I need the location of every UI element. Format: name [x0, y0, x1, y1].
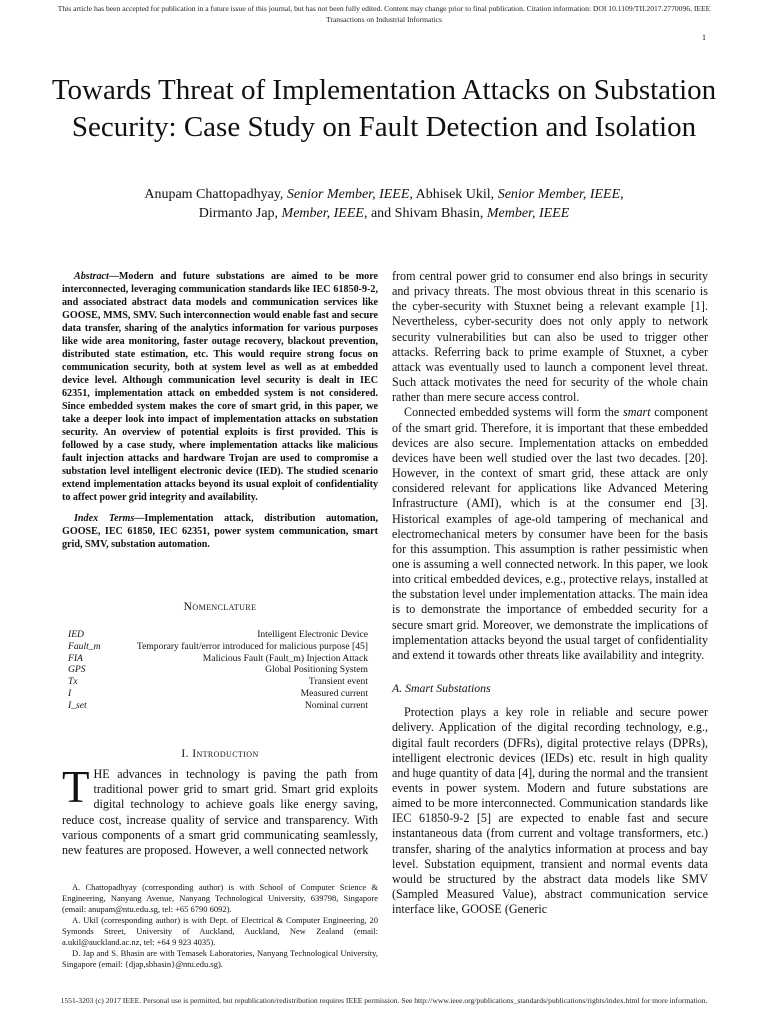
drop-cap: T — [62, 762, 90, 812]
nomenclature-row — [68, 688, 368, 700]
nomenclature-row — [68, 664, 368, 676]
nomenclature-definition: Malicious Fault (Fault_m) Injection Attack — [202, 652, 368, 664]
nomenclature-symbol: FIA — [68, 652, 83, 664]
subsection-heading: A. Smart Substations — [392, 681, 491, 696]
nomenclature-row — [68, 629, 368, 641]
author-2-role: Senior Member, IEEE — [497, 187, 621, 202]
footnote: A. Chattopadhyay (corresponding author) is with School of Computer Science & Engineering, Nanyang Avenue, Nanyang Technological University, 639798, Singapore (email: anupam@ntu.edu.sg, tel: +65 6790 6092). — [62, 882, 378, 914]
introduction-heading: I. Introduction — [181, 747, 259, 760]
copyright-footer: 1551-3203 (c) 2017 IEEE. Personal use is permitted, but republication/redistribution requires IEEE permission. See http://www.ieee.org/publications_standards/publications/rights/index.html for more information. — [60, 996, 708, 1005]
nomenclature-definition: Transient event — [308, 676, 368, 688]
body-paragraph-2 — [392, 405, 708, 663]
abstract-text: —Modern and future substations are aimed to be more interconnected, leveraging communication standards like IEC 61850-9-2, and associated abstract data models and communication services like GOOSE, MMS, SMV. Such interconnection would enable fast and secure data transfer, sharing of the analytics information for various purposes like wide area monitoring, faster outage recovery, blackout prevention, distributed state estimation, etc. This would require strong focus on communication security, both at system level as well as at embedded device level. Although communication level security is dealt in IEC 62351, implementation attack on embedded system is not considered. Since embedded system makes the core of smart grid, in this paper, we take a deeper look into impact of implementation attacks on substation security. An overview of potential exploits is first provided. This is followed by a case study, where implementation attacks like malicious fault injection attacks and hardware Trojan are used to compromise a substation level intelligent electronic device (IED). The studied scenario extend implementation attacks beyond its usual exploit of confidentiality to affect power grid integrity and availability. — [62, 271, 378, 503]
nomenclature-heading-wrap — [62, 600, 378, 613]
left-column-top — [62, 270, 378, 551]
nomenclature-symbol: Tx — [68, 676, 78, 688]
index-terms-label: Index Terms — [74, 513, 135, 524]
author-3: Dirmanto Jap, — [198, 206, 279, 221]
author-list: Anupam Chattopadhyay, Senior Member, IEEE, Abhisek Ukil, Senior Member, IEEE, Dirmanto Jap, Member, IEEE, and Shivam Bhasin, Member, IEEE — [144, 187, 624, 221]
introduction-heading-wrap — [62, 747, 378, 760]
accepted-banner — [0, 3, 768, 25]
index-terms — [62, 512, 378, 551]
page-number: 1 — [702, 33, 706, 42]
body-paragraph-2-rest: component of the smart grid. Therefore, it is important that these embedded devices are also secure. Implementation attacks on embedded devices have been well studied over the last two decades. [20]. However, in the context of smart grid, these attack are only considered relevant for applications like Advanced Metering Infrastructure (AMI), which is at the consumer end [3]. Historical examples of age-old tampering of mechanical and electromechanical meters by consumer have been for the basis for this assumption. This assumption is rather pessimistic when one is assuming a well connected network. In this paper, we look into critical embedded devices, e.g., protective relays, installed at the substation level under implementation attacks. The main idea is to demonstrate the importance of embedded security for a secure smart grid. Moreover, we demonstrate the implications of implementation attacks beyond the usual target of confidentiality and extend it towards other threats like availability and integrity. — [392, 405, 708, 662]
nomenclature-row — [68, 641, 368, 653]
nomenclature-symbol: I — [68, 687, 72, 699]
nomenclature-definition: Global Positioning System — [265, 664, 368, 676]
nomenclature-row — [68, 653, 368, 665]
index-terms-text: —Implementation attack, distribution automation, GOOSE, IEC 61850, IEC 62351, power system communication, smart grid, SMV, substation automation. — [62, 513, 378, 550]
nomenclature-row — [68, 700, 368, 712]
author-1: Anupam Chattopadhyay, — [144, 187, 284, 202]
introduction-text: HE advances in technology is paving the path from traditional power grid to smart grid. Smart grid exploits digital technology to achieve goals like energy saving, reduce cost, increase quality of service and transparency. With various components of a smart grid communicating seamlessly, new features are proposed. However, a well connected network — [62, 767, 378, 858]
author-4-role: Member, IEEE — [486, 206, 570, 221]
nomenclature-symbol: GPS — [68, 664, 86, 676]
abstract — [62, 270, 378, 504]
body-paragraph-1: from central power grid to consumer end also brings in security and privacy threats. The most obvious threat in this scenario is the cyber-security with Stuxnet being a relevant example [1]. Nevertheless, cyber-security does not only apply to network security vulnerabilities but can also be used to trigger other attacks. Referring back to prime example of Stuxnet, a cyber attack was eventually used to launch a component level threat. Such attack motivates the need for security of the whole chain rather than mere secure access control. — [392, 269, 708, 405]
abstract-label: Abstract — [74, 271, 109, 282]
nomenclature-symbol: I_set — [68, 699, 87, 711]
author-footnotes — [62, 882, 378, 970]
author-4: and Shivam Bhasin, — [370, 206, 484, 221]
nomenclature-definition: Temporary fault/error introduced for malicious purpose [45] — [136, 640, 368, 652]
nomenclature-heading: Nomenclature — [183, 600, 257, 613]
footnote: D. Jap and S. Bhasin are with Temasek Laboratories, Nanyang Technological University, Singapore (email: {djap,sbhasin}@ntu.edu.sg). — [62, 948, 378, 969]
nomenclature-table — [68, 629, 368, 712]
nomenclature-symbol: Fault_m — [68, 640, 101, 652]
introduction-body — [62, 762, 378, 858]
nomenclature-definition: Nominal current — [304, 699, 368, 711]
author-2: Abhisek Ukil, — [415, 187, 495, 202]
footnote: A. Ukil (corresponding author) is with Dept. of Electrical & Computer Engineering, 20 Symonds Street, University of Auckland, Auckland, New Zealand (email: a.ukil@auckland.ac.nz, tel: +64 9 923 4035). — [62, 915, 378, 947]
introduction-paragraph — [62, 762, 378, 858]
body-paragraph-3: Protection plays a key role in reliable and secure power delivery. Application of the digital recording technology, e.g., digital fault recorders (DFRs), digital protective relays (DPRs), intelligent electronic devices (IEDs) etc. result in high quality and huge quantity of data [4], during the normal and the transient events in power system. Modern and future substations are aimed to be more interconnected. Communication standards like IEC 61850-9-2 [5] are expected to enable fast and secure instantaneous data (from current and voltage transformers, etc.) transfer, sharing of the analytics information at process and bay level. Substation equipment, transient and normal events data would be structured by the abstract data models like SMV (Sampled Measured Value), abstract communication service interface like, GOOSE (Generic — [392, 705, 708, 917]
body-paragraph-2-start: Connected embedded systems will form the — [404, 405, 623, 420]
smart-emphasis: smart — [623, 405, 651, 420]
author-1-role: Senior Member, IEEE — [286, 187, 410, 202]
paper-title: Towards Threat of Implementation Attacks on Substation Security: Case Study on Fault Detection and Isolation — [51, 74, 717, 143]
nomenclature-row — [68, 676, 368, 688]
banner-line-1: This article has been accepted for publication in a future issue of this journal, but has not been fully edited. Content may change prior to final publication. Citation information: DOI 10.1109/TII.2017.2770096, IEEE — [57, 4, 711, 13]
nomenclature-symbol: IED — [68, 629, 84, 640]
nomenclature-definition: Measured current — [300, 687, 368, 699]
banner-line-2: Transactions on Industrial Informatics — [326, 15, 442, 24]
author-3-role: Member, IEEE — [281, 206, 364, 221]
nomenclature-definition: Intelligent Electronic Device — [257, 629, 368, 640]
right-column — [392, 269, 708, 917]
